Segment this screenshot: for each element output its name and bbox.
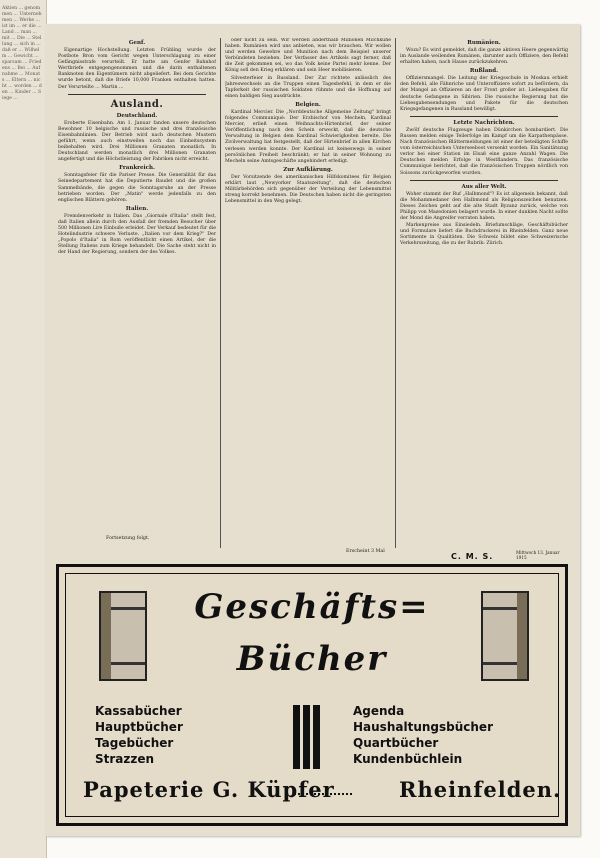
- genf-heading: Genf.: [128, 40, 146, 46]
- russland-heading: Rußland.: [469, 68, 499, 75]
- ad-item: Strazzen: [95, 752, 155, 766]
- ad-item: Tagebücher: [95, 736, 174, 750]
- welt-heading: Aus aller Welt.: [461, 183, 507, 190]
- notice-heading: Zur Aufklärung.: [283, 166, 333, 173]
- ad-item: Agenda: [353, 704, 405, 718]
- belgien-heading: Belgien.: [295, 101, 321, 108]
- newspaper-page: [46, 24, 580, 836]
- previous-page-text: Aktien ... genommen ... Unternehmen ... Werke ... ist im ... er die ... Land ... man ... mit ... Die ... Stellung ... sich in ... daß er ... Wilhelm ... Gewicht ... sparsam ... Friedens ... Bei ... Aufnahme ... Monats ... Eltern ... nicht ... worden ... den ... Kinder ... Siege ...: [2, 6, 42, 101]
- rumaenien-heading: Rumänien.: [467, 40, 501, 46]
- column-separator: [220, 38, 221, 548]
- genf-text: Eigenartige Hochstellung. Letzten Frühling wurde der Postbote Bron vom Gericht wegen Unterschlagung zu einer Gefängnisstrafe verurteilt. Er hatte am Genfer Bahnhof Wertbriefe entgegengenommen und die darin enthaltenen Banknoten den Eigentümern nicht abgeliefert. Bei dem Gerichte wurde betont, daß die Briefe 10,000 Franken enthalten hatten. Der Verurteilte ... Martin ...: [58, 48, 216, 90]
- news-heading: Letzte Nachrichten.: [453, 119, 515, 126]
- ad-firm-town: Rheinfelden.: [399, 777, 562, 802]
- rumaenien-text: Wozu? Es wird gemeldet, daß die ganze aktiven Heere gegenwärtig im Auslande weilenden Rumänen, darunter auch Offiziere, den Befehl erhalten haben, nach Hause zurückzukehren.: [400, 48, 568, 66]
- deutschland-heading: Deutschland.: [116, 112, 158, 119]
- previous-page-edge: [0, 0, 47, 858]
- cms-signature: C. M. S.: [451, 552, 494, 561]
- divider: [68, 94, 206, 95]
- ad-right-list: [353, 703, 493, 767]
- col2-footer: Erscheint 3 Mal: [346, 549, 385, 554]
- belgien-text: Kardinal Mercier. Die „Norddeutsche Allgemeine Zeitung" bringt folgendes Communiqué: Der Erzbischof von Mecheln, Kardinal Mercier, erließ einen Weihnachts-Hirtenbrief, der seiner Veröffentlichung nach den Schein erweckt, daß die deutsche Verwaltung in Belgien dem Kardinal Schwierigkeiten bereite. Die Zivilverwaltung hat festgestellt, daß der Hirtenbrief in allen Kirchen verlesen werden konnte. Der Kardinal ist keineswegs in seiner persönlichen Freiheit beschränkt; er hat in seiner Wohnung zu Mecheln seine Amtsgeschäfte ungehindert erledigt.: [225, 109, 391, 164]
- column-2: [225, 38, 391, 538]
- column-1: [58, 38, 216, 538]
- ad-item: Kundenbüchlein: [353, 752, 463, 766]
- divider: [410, 116, 558, 117]
- ad-ornament-bars: [291, 705, 321, 769]
- col2-text1: oder nicht zu sein. Wir werden anderthalb Millionen Milchkühe haben. Rumänien wird uns anbieten, was wir brauchen. Wir wollen und werden Gewehre und Munition nach dem Beispiel unserer Verbündeten beziehen. Der Verfasser des Artikels sagt ferner, daß die Zeit gekommen sei, wo das Volk keine Partei mehr kenne. Der König soll den Krieg erklären und sein Heer mobilisieren.: [225, 38, 391, 74]
- advertisement: [56, 564, 568, 826]
- book-icon: [99, 591, 147, 681]
- issue-date: Mittwoch 13. Januar 1915: [516, 550, 560, 560]
- notice-text: Der Vorsitzende des amerikanischen Hilfskomitees für Belgien erklärt laut „Newyorker Staatszeitung", daß die deutschen Militärbehörden sich gegenüber der Verteilung der Lebensmittel streng korrekt benehmen. Die Deutschen haben nicht die geringsten Lebensmittel in den Weg gelegt.: [225, 174, 391, 205]
- col1-footer: Fortsetzung folgt.: [106, 536, 150, 541]
- frankreich-heading: Frankreich.: [119, 165, 155, 172]
- ad-item: Hauptbücher: [95, 720, 183, 734]
- ad-title-line2: Bücher: [236, 639, 388, 679]
- ad-left-list: [95, 703, 183, 767]
- ad-item: Haushaltungsbücher: [353, 720, 493, 734]
- column-3: [400, 38, 568, 538]
- italien-text: Fremdenverkehr in Italien. Das „Giornale d'Italia" stellt fest, daß Italien allein durch den Ausfall der fremden Besucher über 500 Millionen Lire Einbuße erleidet. Der Verkauf bedeutet für die Hotelindustrie schwere Verluste. „Italien vor dem Krieg?" Der „Popolo d'Italia" in Rom veröffentlicht einen Artikel, der die Stellung Italiens zum Kriege behandelt. Die Sache steht nicht in der Hand der Regierung, sondern der des Volkes.: [58, 213, 216, 256]
- deutschland-text: Eroberte Eisenbahn. Am 1. Januar fanden unsere deutschen Bewohner 10 belgische und russische und drei französische Eisenbahnlinien. Der Betrieb wird nach deutschen Mustern geführt, wenn auch einstweilen noch das Einheitssystem beibehalten wird. Drei Millionen Granaten monatlich. In Deutschland werden monatlich drei Millionen Granaten angefertigt und die Höchstleistung der Fabriken nicht erreicht.: [58, 120, 216, 163]
- italien-heading: Italien.: [125, 205, 149, 212]
- news-text: Zwölf deutsche Flugzeuge haben Dünkirchen bombardiert. Die Russen melden einige Teilerfolge im Kampf um die Karpathenpässe. Nach französischen Blättermeldungen ist einer der beteiligten Schiffe vom österreichischen Unterseeboot versenkt worden. Ein Sanitätszug verlor bei einer Station im Elsaß eine ganze Anzahl Wagen. Die Deutschen melden Erfolge in Westflandern. Das französische Communiqué berichtet, daß die französischen Truppen nördlich von Soissons zurückgeworfen wurden.: [400, 127, 568, 176]
- ad-firm-name: Papeterie G. Küpfer: [83, 777, 335, 802]
- col2-text2: Silvesterfeier in Russland. Der Zar richtete anlässlich des Jahreswechsels an die Truppen einen Tagesbefehl, in dem er die Tapferkeit der russischen Soldaten rühmte und die Hoffnung auf einen baldigen Sieg ausdrückte.: [225, 75, 391, 99]
- ad-title-line1: Geschäfts=: [194, 587, 430, 627]
- ad-dotted-divider: [294, 793, 352, 799]
- ad-item: Quartbücher: [353, 736, 439, 750]
- book-icon: [481, 591, 529, 681]
- column-separator: [395, 38, 396, 548]
- russland-text: Offiziersmangel. Die Leitung der Kriegsschule in Moskau erhielt den Befehl, alle Fähnriche und Unteroffiziere sofort zu befördern, da der Mangel an Offizieren an der Front großer ist. Liebesgaben für deutsche Gefangene in Sibirien. Die russische Regierung hat die Liebesgabensendungen und Pakete für die deutschen Kriegsgefangenen in Russland bewilligt.: [400, 76, 568, 112]
- welt-text: Woher stammt der Ruf „Halbmond"? Es ist allgemein bekannt, daß die Mohammedaner den Halbmond als Religionszeichen benutzen. Dieses Zeichen geht auf die alte Stadt Byzanz zurück, welche von Philipp von Mazedonien belagert wurde. In einer dunklen Nacht sollte der Mond die Angreifer verraten haben.: [400, 191, 568, 221]
- frankreich-text: Sonntagsfeier für die Pariser Presse. Die Generalität für das Seinedepartement hat die Deputierte Baudet und die großen Sammelbände, die gegen die Sonntagsruhe an der Presse betrieben worden. Der „Matin" werde jedenfalls zu den englischen Blättern gehören.: [58, 173, 216, 203]
- mark-text: Markenpreise aus Einsiedeln. Briefumschläge, Geschäftsbücher und Formulare liefert die Buchdruckerei in Rheinfelden. Ganz neue Sortimente in Qualitäten. Die Schweiz bildet eine Schweizerische Verkehrszeitung, die zu der Rubrik: Zürich.: [400, 223, 568, 247]
- ausland-heading: Ausland.: [110, 98, 164, 110]
- ad-item: Kassabücher: [95, 704, 182, 718]
- divider: [410, 180, 558, 181]
